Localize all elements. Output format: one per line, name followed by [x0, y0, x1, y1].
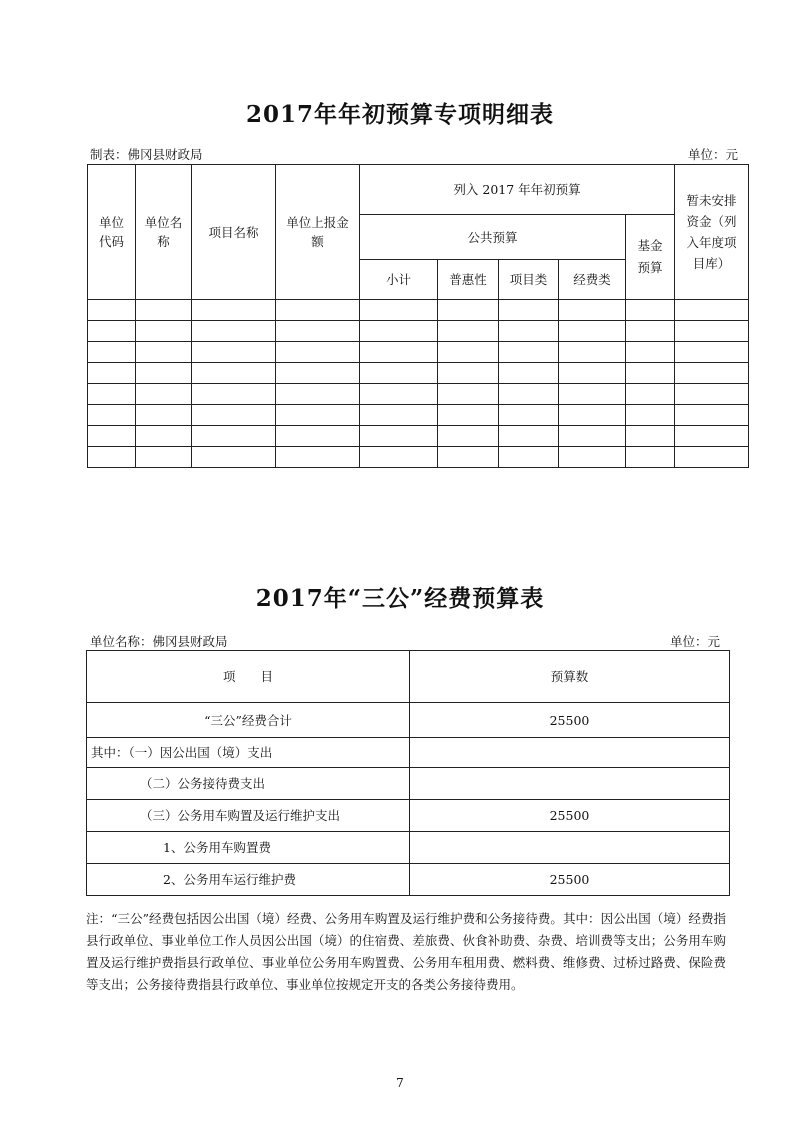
empty-cell: [192, 405, 276, 426]
empty-cell: [136, 426, 192, 447]
row-label: “三公”经费合计: [87, 703, 410, 738]
empty-cell: [192, 342, 276, 363]
table-row: [88, 426, 749, 447]
empty-cell: [626, 405, 675, 426]
empty-cell: [499, 342, 559, 363]
empty-cell: [136, 342, 192, 363]
table1-maker: 制表：佛冈县财政局: [90, 147, 203, 162]
empty-cell: [88, 300, 136, 321]
empty-cell: [438, 321, 499, 342]
special-project-table: [87, 164, 749, 468]
table-row: [88, 321, 749, 342]
table-row: [88, 342, 749, 363]
header-included-budget: 列入 2017 年年初预算: [360, 165, 675, 215]
empty-cell: [675, 384, 749, 405]
empty-cell: [438, 363, 499, 384]
empty-cell: [276, 363, 360, 384]
empty-cell: [499, 300, 559, 321]
table-row: [88, 447, 749, 468]
empty-cell: [360, 363, 438, 384]
empty-cell: [192, 321, 276, 342]
empty-cell: [626, 342, 675, 363]
empty-cell: [192, 426, 276, 447]
empty-cell: [675, 342, 749, 363]
row-amount: [410, 832, 730, 864]
empty-cell: [88, 363, 136, 384]
row-label: 2、公务用车运行维护费: [87, 864, 410, 896]
empty-cell: [88, 447, 136, 468]
row-amount: 25500: [410, 864, 730, 896]
row-amount: [410, 768, 730, 800]
empty-cell: [136, 447, 192, 468]
empty-cell: [276, 300, 360, 321]
table-row: [88, 405, 749, 426]
empty-cell: [438, 426, 499, 447]
header-expense-type: 经费类: [559, 260, 626, 300]
empty-cell: [438, 405, 499, 426]
row-amount: 25500: [410, 703, 730, 738]
empty-cell: [675, 321, 749, 342]
col-header-amount: 预算数: [410, 651, 730, 703]
empty-cell: [438, 384, 499, 405]
three-public-expenses-table: [86, 650, 730, 896]
empty-cell: [675, 405, 749, 426]
footnote: 注：“三公”经费包括因公出国（境）经费、公务用车购置及运行维护费和公务接待费。其中：因公出国（境）经费指县行政单位、事业单位工作人员因公出国（境）的住宿费、差旅费、伙食补助费、杂费、培训费等支出；公务用车购置及运行维护费指县行政单位、事业单位公务用车购置费、公务用车租用费、燃料费、维修费、过桥过路费、保险费等支出；公务接待费指县行政单位、事业单位按规定开支的各类公务接待费用。: [86, 911, 726, 992]
empty-cell: [675, 447, 749, 468]
col-header-item: 项 目: [87, 651, 410, 703]
empty-cell: [88, 426, 136, 447]
table2-unit: 单位：元: [670, 634, 721, 649]
empty-cell: [360, 321, 438, 342]
empty-cell: [675, 300, 749, 321]
empty-cell: [626, 321, 675, 342]
row-label: 1、公务用车购置费: [87, 832, 410, 864]
empty-cell: [276, 384, 360, 405]
empty-cell: [88, 342, 136, 363]
empty-cell: [136, 321, 192, 342]
table-row: [88, 384, 749, 405]
empty-cell: [360, 405, 438, 426]
empty-cell: [559, 363, 626, 384]
table2-title: 2017年“三公”经费预算表: [255, 585, 545, 612]
page-number: 7: [396, 1076, 404, 1090]
empty-cell: [559, 447, 626, 468]
empty-cell: [626, 300, 675, 321]
empty-cell: [276, 447, 360, 468]
empty-cell: [626, 363, 675, 384]
empty-cell: [438, 342, 499, 363]
empty-cell: [192, 363, 276, 384]
empty-cell: [626, 447, 675, 468]
empty-cell: [438, 447, 499, 468]
empty-cell: [192, 447, 276, 468]
row-amount: 25500: [410, 800, 730, 832]
empty-cell: [559, 426, 626, 447]
empty-cell: [499, 363, 559, 384]
empty-cell: [360, 300, 438, 321]
header-project-type: 项目类: [499, 260, 559, 300]
header-fund-budget: 基金预算: [626, 215, 675, 300]
empty-cell: [559, 405, 626, 426]
table-row: [88, 300, 749, 321]
header-unarranged: 暂未安排资金（列入年度项目库）: [675, 165, 749, 300]
empty-cell: [559, 384, 626, 405]
table1-unit: 单位：元: [688, 147, 739, 162]
empty-cell: [360, 447, 438, 468]
empty-cell: [626, 426, 675, 447]
header-subtotal: 小计: [360, 260, 438, 300]
row-amount: [410, 738, 730, 768]
empty-cell: [499, 405, 559, 426]
empty-cell: [276, 321, 360, 342]
empty-cell: [88, 405, 136, 426]
empty-cell: [675, 363, 749, 384]
empty-cell: [276, 426, 360, 447]
header-unit-name: 单位名称: [136, 165, 192, 300]
empty-cell: [626, 384, 675, 405]
empty-cell: [136, 384, 192, 405]
empty-cell: [276, 405, 360, 426]
empty-cell: [136, 405, 192, 426]
empty-cell: [192, 300, 276, 321]
empty-cell: [136, 363, 192, 384]
empty-cell: [675, 426, 749, 447]
empty-cell: [136, 300, 192, 321]
table-row: [88, 363, 749, 384]
empty-cell: [499, 384, 559, 405]
empty-cell: [438, 300, 499, 321]
empty-cell: [499, 426, 559, 447]
header-project-name: 项目名称: [192, 165, 276, 300]
empty-cell: [559, 321, 626, 342]
empty-cell: [360, 426, 438, 447]
empty-cell: [559, 300, 626, 321]
header-general: 普惠性: [438, 260, 499, 300]
header-reported-amount: 单位上报金额: [276, 165, 360, 300]
empty-cell: [499, 447, 559, 468]
empty-cell: [499, 321, 559, 342]
empty-cell: [360, 342, 438, 363]
row-label: （二）公务接待费支出: [87, 768, 410, 800]
row-label: 其中：（一）因公出国（境）支出: [87, 738, 410, 768]
empty-cell: [559, 342, 626, 363]
table1-title: 2017年年初预算专项明细表: [245, 101, 554, 128]
empty-cell: [88, 321, 136, 342]
empty-cell: [276, 342, 360, 363]
header-public-budget: 公共预算: [360, 215, 626, 260]
row-label: （三）公务用车购置及运行维护支出: [87, 800, 410, 832]
table2-unit-name: 单位名称：佛冈县财政局: [90, 634, 228, 649]
header-unit-code: 单位代码: [88, 165, 136, 300]
empty-cell: [360, 384, 438, 405]
empty-cell: [88, 384, 136, 405]
empty-cell: [192, 384, 276, 405]
